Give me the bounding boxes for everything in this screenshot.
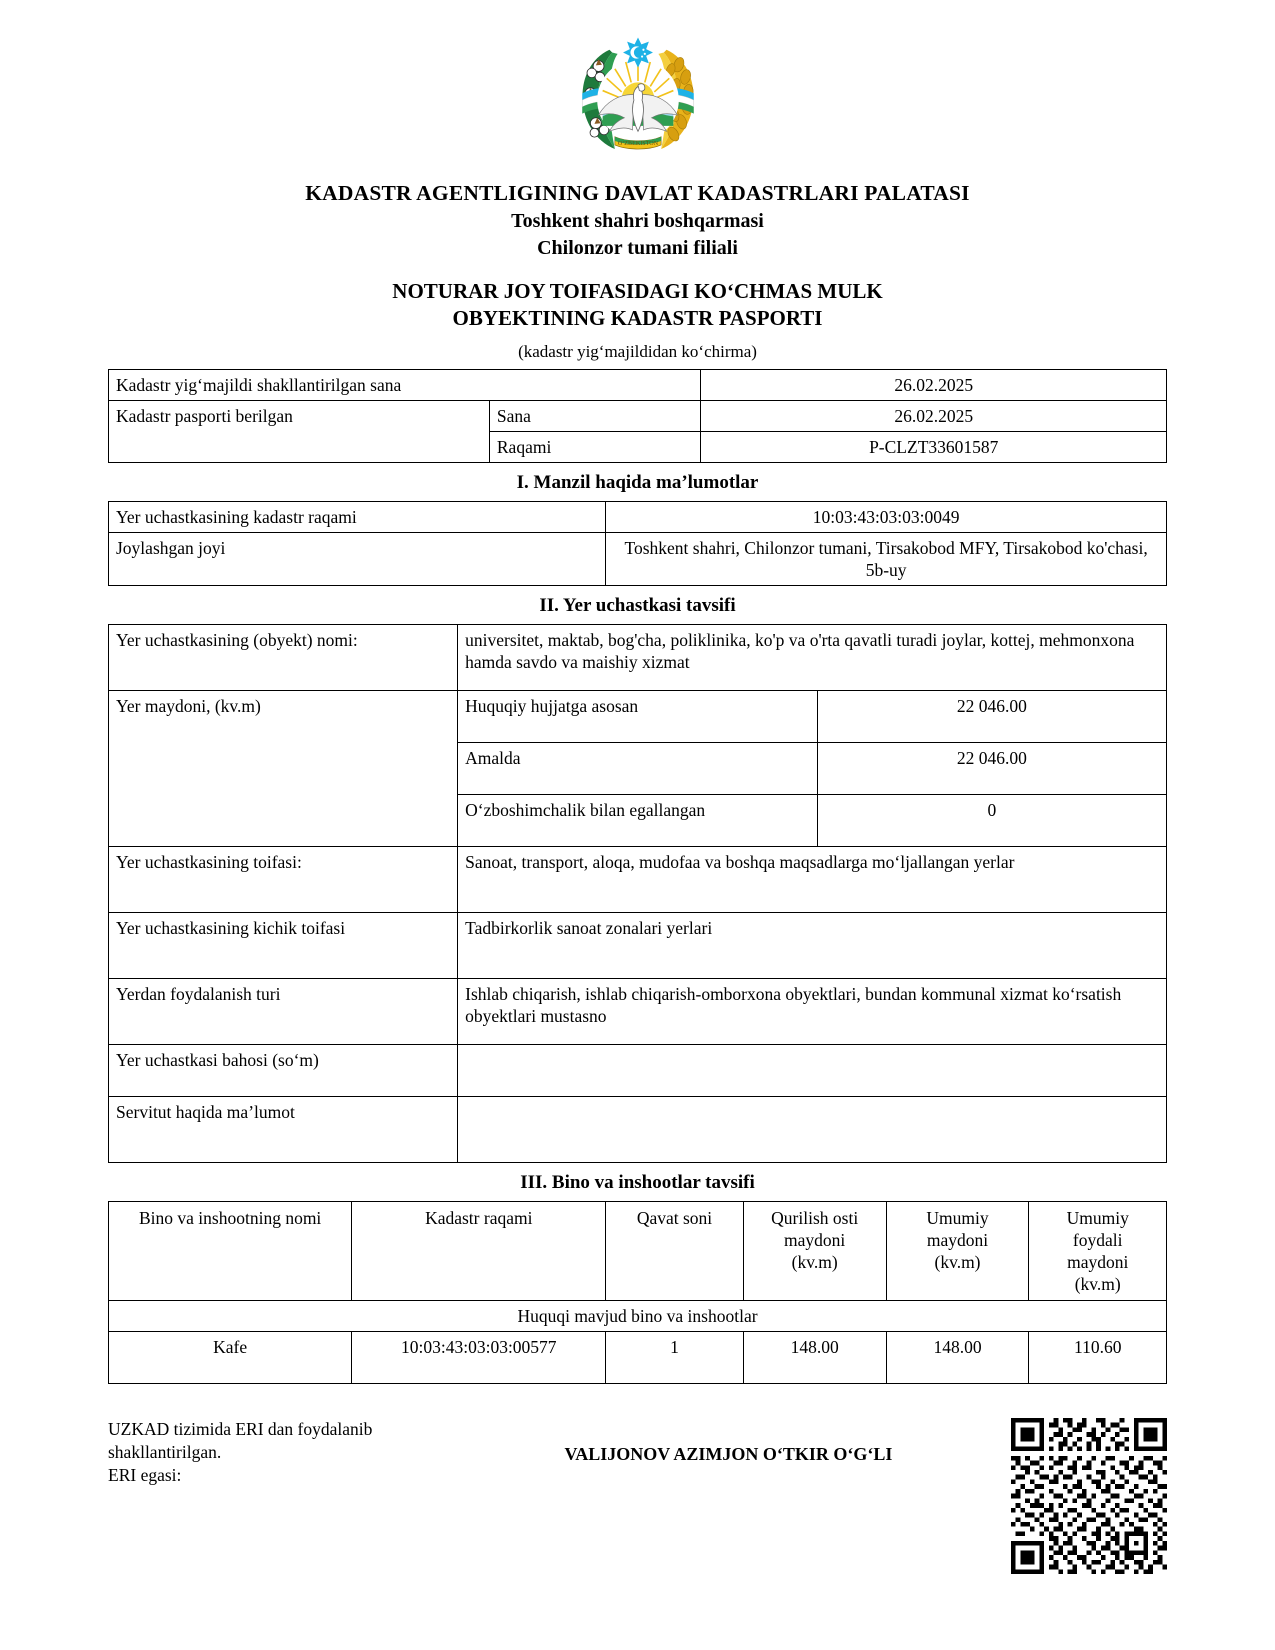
area-actual-label: Amalda	[458, 742, 818, 794]
land-subcategory-label: Yer uchastkasining kichik toifasi	[109, 912, 458, 978]
document-subtitle-note: (kadastr yig‘majildidan ko‘chirma)	[518, 341, 757, 361]
object-name-label: Yer uchastkasining (obyekt) nomi:	[109, 624, 458, 690]
table-row	[109, 1332, 1167, 1384]
column-header-cadastre-number: Kadastr raqami	[352, 1201, 606, 1300]
object-name-value: universitet, maktab, bog'cha, poliklinika, ko'p va o'rta qavatli turadi joylar, kottej, mehmonxona hamda savdo va maishiy xizmat	[458, 624, 1167, 690]
organization-title: KADASTR AGENTLIGINING DAVLAT KADASTRLARI PALATASI	[305, 181, 970, 205]
table-row	[109, 912, 1167, 978]
qr-code-container	[1009, 1418, 1167, 1574]
table-row	[109, 846, 1167, 912]
area-actual-value: 22 046.00	[817, 742, 1166, 794]
svg-text:O‘ZBEKISTON: O‘ZBEKISTON	[617, 140, 658, 147]
section-2-heading: II. Yer uchastkasi tavsifi	[539, 594, 736, 616]
eri-note-line2: shakllantirilgan.	[108, 1442, 222, 1463]
section-2-table	[108, 624, 1167, 1163]
building-total-area-cell: 148.00	[886, 1332, 1029, 1384]
table-row	[109, 624, 1167, 690]
column-header-building-name: Bino va inshootning nomi	[109, 1201, 352, 1300]
section-1-table	[108, 501, 1167, 586]
issued-date-label: Sana	[489, 400, 701, 431]
building-useful-area-cell: 110.60	[1029, 1332, 1167, 1384]
table-row	[109, 1044, 1167, 1096]
area-legal-label: Huquqiy hujjatga asosan	[458, 690, 818, 742]
land-category-value: Sanoat, transport, aloqa, mudofaa va boshqa maqsadlarga mo‘ljallangan yerlar	[458, 846, 1167, 912]
land-cadastre-number-label: Yer uchastkasining kadastr raqami	[109, 501, 606, 532]
table-row	[109, 1096, 1167, 1162]
eri-note	[108, 1418, 448, 1487]
issued-date-value: 26.02.2025	[701, 400, 1167, 431]
land-category-label: Yer uchastkasining toifasi:	[109, 846, 458, 912]
column-header-total-area: Umumiy maydoni (kv.m)	[886, 1201, 1029, 1300]
qr-code-icon	[1011, 1418, 1167, 1574]
eri-note-line1: UZKAD tizimida ERI dan foydalanib	[108, 1419, 373, 1440]
formed-date-value: 26.02.2025	[701, 369, 1167, 400]
location-value: Toshkent shahri, Chilonzor tumani, Tirsakobod MFY, Tirsakobod ko'chasi, 5b-uy	[606, 532, 1167, 585]
column-header-useful-area: Umumiy foydali maydoni (kv.m)	[1029, 1201, 1167, 1300]
document-header	[108, 180, 1167, 362]
buildings-group-label: Huquqi mavjud bino va inshootlar	[109, 1301, 1167, 1332]
table-group-row	[109, 1301, 1167, 1332]
table-row	[109, 501, 1167, 532]
area-label: Yer maydoni, (kv.m)	[109, 690, 458, 846]
area-unauthorized-label: O‘zboshimchalik bilan egallangan	[458, 794, 818, 846]
land-price-value	[458, 1044, 1167, 1096]
building-built-area-cell: 148.00	[743, 1332, 886, 1384]
section-3-heading: III. Bino va inshootlar tavsifi	[520, 1171, 755, 1193]
document-title-line2: OBYEKTINING KADASTR PASPORTI	[452, 306, 823, 331]
table-row	[109, 369, 1167, 400]
column-header-floors: Qavat soni	[606, 1201, 744, 1300]
document-title-line1: NOTURAR JOY TOIFASIDAGI KO‘CHMAS MULK	[392, 278, 883, 303]
issued-number-value: P-CLZT33601587	[701, 431, 1167, 462]
table-row	[109, 690, 1167, 742]
table-row	[109, 400, 1167, 431]
land-cadastre-number-value: 10:03:43:03:03:0049	[606, 501, 1167, 532]
section-3-table	[108, 1201, 1167, 1384]
issued-number-label: Raqami	[489, 431, 701, 462]
land-usage-value: Ishlab chiqarish, ishlab chiqarish-omborxona obyektlari, bundan kommunal xizmat ko‘rsatish obyektlari mustasno	[458, 978, 1167, 1044]
table-header-row	[109, 1201, 1167, 1300]
uzbekistan-state-emblem-icon	[570, 28, 706, 164]
eri-note-line3: ERI egasi:	[108, 1465, 182, 1486]
servitude-label: Servitut haqida ma’lumot	[109, 1096, 458, 1162]
servitude-value	[458, 1096, 1167, 1162]
building-floors-cell: 1	[606, 1332, 744, 1384]
table-row	[109, 978, 1167, 1044]
section-1-heading: I. Manzil haqida ma’lumotlar	[516, 471, 759, 493]
land-price-label: Yer uchastkasi bahosi (so‘m)	[109, 1044, 458, 1096]
emblem-container	[108, 0, 1167, 164]
branch-title: Chilonzor tumani filiali	[537, 236, 738, 259]
document-footer	[108, 1418, 1167, 1574]
land-usage-label: Yerdan foydalanish turi	[109, 978, 458, 1044]
issued-label: Kadastr pasporti berilgan	[109, 400, 490, 462]
passport-meta-table	[108, 369, 1167, 463]
area-legal-value: 22 046.00	[817, 690, 1166, 742]
formed-date-label: Kadastr yig‘majildi shakllantirilgan sana	[109, 369, 701, 400]
column-header-built-area: Qurilish osti maydoni (kv.m)	[743, 1201, 886, 1300]
department-title: Toshkent shahri boshqarmasi	[511, 209, 764, 232]
location-label: Joylashgan joyi	[109, 532, 606, 585]
area-unauthorized-value: 0	[817, 794, 1166, 846]
building-name-cell: Kafe	[109, 1332, 352, 1384]
table-row	[109, 532, 1167, 585]
land-subcategory-value: Tadbirkorlik sanoat zonalari yerlari	[458, 912, 1167, 978]
building-cadastre-number-cell: 10:03:43:03:03:00577	[352, 1332, 606, 1384]
signatory-name: VALIJONOV AZIMJON O‘TKIR O‘G‘LI	[564, 1444, 893, 1465]
